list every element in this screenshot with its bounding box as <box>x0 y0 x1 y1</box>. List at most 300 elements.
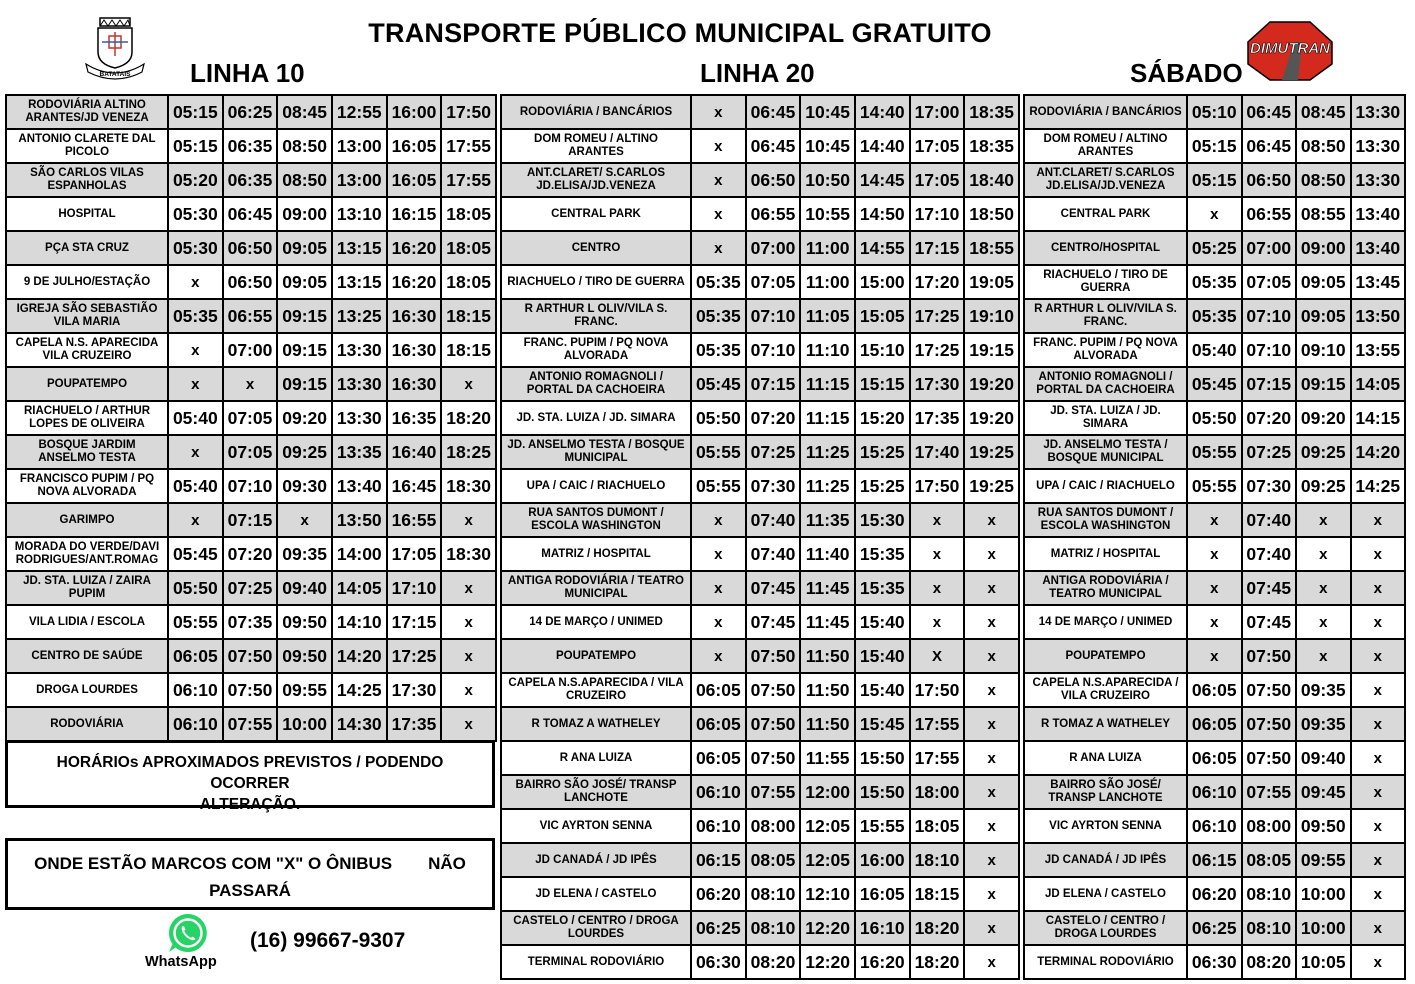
departure-time: 17:10 <box>910 197 965 231</box>
linha-20-row <box>501 571 1019 605</box>
departure-time: 09:50 <box>1296 809 1351 843</box>
departure-time: 16:35 <box>387 401 442 435</box>
stop-name: UPA / CAIC / RIACHUELO <box>501 469 691 503</box>
x-notice-text-1: ONDE ESTÃO MARCOS COM "X" O ÔNIBUS <box>34 854 393 873</box>
no-service-mark: x <box>441 639 496 673</box>
dimutran-logo-text: DIMUTRAN <box>1250 40 1330 57</box>
departure-time: 05:45 <box>691 367 746 401</box>
departure-time: 06:30 <box>1187 945 1242 979</box>
departure-time: 05:35 <box>168 299 223 333</box>
departure-time: 05:30 <box>168 197 223 231</box>
departure-time: 06:25 <box>1187 911 1242 945</box>
departure-time: 14:40 <box>855 95 910 129</box>
stop-name: JD. STA. LUIZA / ZAIRA PUPIM <box>6 571 168 605</box>
sabado-row <box>1024 95 1405 129</box>
departure-time: 18:15 <box>441 333 496 367</box>
stop-name: IGREJA SÃO SEBASTIÃO VILA MARIA <box>6 299 168 333</box>
departure-time: 18:35 <box>964 129 1019 163</box>
departure-time: 13:25 <box>332 299 387 333</box>
departure-time: 07:50 <box>746 639 801 673</box>
departure-time: 17:15 <box>910 231 965 265</box>
departure-time: 11:25 <box>800 435 855 469</box>
departure-time: 15:30 <box>855 503 910 537</box>
departure-time: 08:50 <box>277 129 332 163</box>
departure-time: 15:40 <box>855 605 910 639</box>
departure-time: 09:00 <box>1296 231 1351 265</box>
departure-time: 17:50 <box>910 673 965 707</box>
no-service-mark: x <box>1351 809 1406 843</box>
stop-name: UPA / CAIC / RIACHUELO <box>1024 469 1187 503</box>
departure-time: 07:55 <box>746 775 801 809</box>
departure-time: 16:30 <box>387 367 442 401</box>
departure-time: 17:50 <box>441 95 496 129</box>
no-service-mark: x <box>964 911 1019 945</box>
stop-name: ANT.CLARET/ S.CARLOS JD.ELISA/JD.VENEZA <box>501 163 691 197</box>
phone-number: (16) 99667-9307 <box>250 929 406 952</box>
no-service-mark: x <box>964 843 1019 877</box>
departure-time: 13:30 <box>1351 129 1406 163</box>
departure-time: 17:25 <box>910 333 965 367</box>
departure-time: 15:25 <box>855 435 910 469</box>
departure-time: 16:15 <box>387 197 442 231</box>
stop-name: PÇA STA CRUZ <box>6 231 168 265</box>
departure-time: 06:10 <box>168 707 223 741</box>
dimutran-logo-icon <box>1244 20 1336 82</box>
sabado-table <box>1023 94 1406 980</box>
departure-time: 11:15 <box>800 367 855 401</box>
section-title-sabado: SÁBADO <box>1130 58 1243 88</box>
no-service-mark: x <box>964 537 1019 571</box>
stop-name: JD ELENA / CASTELO <box>501 877 691 911</box>
linha-20-rows <box>501 95 1019 979</box>
sabado-row <box>1024 605 1405 639</box>
departure-time: 17:05 <box>387 537 442 571</box>
stop-name: VILA LIDIA / ESCOLA <box>6 605 168 639</box>
departure-time: 06:30 <box>691 945 746 979</box>
sabado-row <box>1024 877 1405 911</box>
departure-time: 17:00 <box>910 95 965 129</box>
linha-10-row <box>6 639 496 673</box>
departure-time: 15:15 <box>855 367 910 401</box>
departure-time: 16:05 <box>855 877 910 911</box>
stop-name: RIACHUELO / TIRO DE GUERRA <box>1024 265 1187 299</box>
departure-time: 06:20 <box>1187 877 1242 911</box>
departure-time: 09:25 <box>1296 435 1351 469</box>
departure-time: 14:25 <box>332 673 387 707</box>
departure-time: 06:10 <box>1187 809 1242 843</box>
sabado-row <box>1024 537 1405 571</box>
departure-time: 07:50 <box>1242 707 1297 741</box>
departure-time: 14:05 <box>332 571 387 605</box>
departure-time: 07:50 <box>223 639 278 673</box>
no-service-mark: x <box>691 571 746 605</box>
stop-name: POUPATEMPO <box>1024 639 1187 673</box>
departure-time: 05:15 <box>168 95 223 129</box>
departure-time: 18:35 <box>964 95 1019 129</box>
departure-time: 12:55 <box>332 95 387 129</box>
departure-time: 13:30 <box>332 401 387 435</box>
departure-time: 11:40 <box>800 537 855 571</box>
departure-time: 18:00 <box>910 775 965 809</box>
stop-name: MATRIZ / HOSPITAL <box>1024 537 1187 571</box>
departure-time: 11:15 <box>800 401 855 435</box>
departure-time: 09:30 <box>277 469 332 503</box>
departure-time: 05:55 <box>1187 469 1242 503</box>
sabado-row <box>1024 503 1405 537</box>
departure-time: 06:55 <box>223 299 278 333</box>
departure-time: 06:45 <box>746 95 801 129</box>
stop-name: VIC AYRTON SENNA <box>501 809 691 843</box>
departure-time: 14:45 <box>855 163 910 197</box>
departure-time: 17:10 <box>387 571 442 605</box>
departure-time: 15:05 <box>855 299 910 333</box>
no-service-mark: x <box>168 367 223 401</box>
stop-name: RODOVIÁRIA <box>6 707 168 741</box>
departure-time: 07:25 <box>746 435 801 469</box>
departure-time: 13:50 <box>1351 299 1406 333</box>
departure-time: 06:05 <box>1187 673 1242 707</box>
departure-time: 07:15 <box>1242 367 1297 401</box>
no-service-mark: x <box>964 877 1019 911</box>
departure-time: 10:45 <box>800 95 855 129</box>
departure-time: 15:20 <box>855 401 910 435</box>
departure-time: 06:25 <box>691 911 746 945</box>
departure-time: 06:25 <box>223 95 278 129</box>
departure-time: 17:30 <box>387 673 442 707</box>
departure-time: 07:45 <box>746 605 801 639</box>
departure-time: 07:45 <box>746 571 801 605</box>
departure-time: 05:55 <box>1187 435 1242 469</box>
linha-20-row <box>501 401 1019 435</box>
departure-time: 14:25 <box>1351 469 1406 503</box>
stop-name: RODOVIÁRIA / BANCÁRIOS <box>501 95 691 129</box>
departure-time: 14:40 <box>855 129 910 163</box>
departure-time: 06:45 <box>746 129 801 163</box>
departure-time: 06:05 <box>168 639 223 673</box>
departure-time: 10:55 <box>800 197 855 231</box>
linha-20-row <box>501 741 1019 775</box>
departure-time: 07:50 <box>746 707 801 741</box>
linha-20-row <box>501 707 1019 741</box>
stop-name: JD. ANSELMO TESTA / BOSQUE MUNICIPAL <box>501 435 691 469</box>
stop-name: RUA SANTOS DUMONT / ESCOLA WASHINGTON <box>1024 503 1187 537</box>
departure-time: 06:05 <box>691 707 746 741</box>
departure-time: 06:50 <box>746 163 801 197</box>
departure-time: 10:05 <box>1296 945 1351 979</box>
departure-time: 07:00 <box>1242 231 1297 265</box>
departure-time: 09:55 <box>1296 843 1351 877</box>
linha-20-row <box>501 265 1019 299</box>
no-service-mark: x <box>1351 877 1406 911</box>
departure-time: 11:25 <box>800 469 855 503</box>
departure-time: 14:05 <box>1351 367 1406 401</box>
departure-time: 09:35 <box>1296 673 1351 707</box>
approx-notice-line-1: HORÁRIOs APROXIMADOS PREVISTOS / PODENDO OCORRER <box>56 754 444 792</box>
stop-name: JD CANADÁ / JD IPÊS <box>1024 843 1187 877</box>
no-service-mark: x <box>1187 197 1242 231</box>
departure-time: 05:30 <box>168 231 223 265</box>
linha-10-row <box>6 707 496 741</box>
departure-time: 09:10 <box>1296 333 1351 367</box>
departure-time: 10:50 <box>800 163 855 197</box>
departure-time: 16:55 <box>387 503 442 537</box>
departure-time: 13:30 <box>332 333 387 367</box>
departure-time: 07:15 <box>746 367 801 401</box>
departure-time: 14:30 <box>332 707 387 741</box>
departure-time: 09:25 <box>1296 469 1351 503</box>
departure-time: 07:05 <box>223 435 278 469</box>
no-service-mark: x <box>441 571 496 605</box>
no-service-mark: X <box>910 639 965 673</box>
departure-time: 13:30 <box>332 367 387 401</box>
departure-time: 19:20 <box>964 367 1019 401</box>
stop-name: R TOMAZ A WATHELEY <box>501 707 691 741</box>
sabado-row <box>1024 469 1405 503</box>
stop-name: FRANC. PUPIM / PQ NOVA ALVORADA <box>1024 333 1187 367</box>
departure-time: 16:30 <box>387 299 442 333</box>
departure-time: 09:35 <box>1296 707 1351 741</box>
stop-name: JD. ANSELMO TESTA / BOSQUE MUNICIPAL <box>1024 435 1187 469</box>
linha-10-row <box>6 537 496 571</box>
departure-time: 14:10 <box>332 605 387 639</box>
stop-name: CENTRO <box>501 231 691 265</box>
departure-time: 16:20 <box>387 231 442 265</box>
no-service-mark: x <box>1187 537 1242 571</box>
linha-10-row <box>6 401 496 435</box>
departure-time: 10:00 <box>1296 877 1351 911</box>
linha-20-row <box>501 843 1019 877</box>
departure-time: 07:45 <box>1242 605 1297 639</box>
no-service-mark: x <box>964 605 1019 639</box>
stop-name: VIC AYRTON SENNA <box>1024 809 1187 843</box>
linha-10-row <box>6 469 496 503</box>
departure-time: 06:20 <box>691 877 746 911</box>
departure-time: 06:15 <box>691 843 746 877</box>
stop-name: POUPATEMPO <box>501 639 691 673</box>
no-service-mark: x <box>1351 911 1406 945</box>
departure-time: 06:05 <box>1187 741 1242 775</box>
departure-time: 07:30 <box>1242 469 1297 503</box>
stop-name: 14 DE MARÇO / UNIMED <box>501 605 691 639</box>
departure-time: 13:40 <box>332 469 387 503</box>
departure-time: 11:50 <box>800 639 855 673</box>
linha-20-row <box>501 163 1019 197</box>
departure-time: 17:15 <box>387 605 442 639</box>
departure-time: 07:00 <box>746 231 801 265</box>
departure-time: 05:40 <box>1187 333 1242 367</box>
departure-time: 05:55 <box>691 469 746 503</box>
departure-time: 07:10 <box>746 333 801 367</box>
departure-time: 07:20 <box>746 401 801 435</box>
departure-time: 06:50 <box>223 231 278 265</box>
departure-time: 12:00 <box>800 775 855 809</box>
departure-time: 07:55 <box>223 707 278 741</box>
departure-time: 08:10 <box>1242 877 1297 911</box>
no-service-mark: x <box>441 503 496 537</box>
departure-time: 07:40 <box>1242 503 1297 537</box>
stop-name: GARIMPO <box>6 503 168 537</box>
no-service-mark: x <box>1351 571 1406 605</box>
departure-time: 13:30 <box>1351 163 1406 197</box>
stop-name: R ARTHUR L OLIV/VILA S. FRANC. <box>501 299 691 333</box>
departure-time: 09:20 <box>1296 401 1351 435</box>
departure-time: 11:50 <box>800 673 855 707</box>
no-service-mark: x <box>964 775 1019 809</box>
departure-time: 09:50 <box>277 639 332 673</box>
departure-time: 15:40 <box>855 639 910 673</box>
departure-time: 09:45 <box>1296 775 1351 809</box>
x-notice-line-1 <box>18 850 482 877</box>
x-notice-line-2: PASSARÁ <box>209 881 291 900</box>
departure-time: 06:35 <box>223 163 278 197</box>
departure-time: 14:20 <box>332 639 387 673</box>
linha-20-row <box>501 129 1019 163</box>
no-service-mark: x <box>168 333 223 367</box>
departure-time: 17:50 <box>910 469 965 503</box>
linha-10-rows <box>6 95 496 741</box>
no-service-mark: x <box>1187 571 1242 605</box>
departure-time: 19:05 <box>964 265 1019 299</box>
departure-time: 13:40 <box>1351 197 1406 231</box>
linha-20-row <box>501 639 1019 673</box>
stop-name: R ANA LUIZA <box>1024 741 1187 775</box>
departure-time: 11:45 <box>800 571 855 605</box>
stop-name: SÃO CARLOS VILAS ESPANHOLAS <box>6 163 168 197</box>
departure-time: 06:50 <box>223 265 278 299</box>
departure-time: 16:30 <box>387 333 442 367</box>
departure-time: 08:20 <box>1242 945 1297 979</box>
departure-time: 06:50 <box>1242 163 1297 197</box>
departure-time: 07:45 <box>1242 571 1297 605</box>
departure-time: 12:10 <box>800 877 855 911</box>
no-service-mark: x <box>1351 945 1406 979</box>
departure-time: 16:10 <box>855 911 910 945</box>
departure-time: 12:05 <box>800 843 855 877</box>
departure-time: 11:05 <box>800 299 855 333</box>
departure-time: 10:00 <box>1296 911 1351 945</box>
no-service-mark: x <box>1351 605 1406 639</box>
no-service-mark: x <box>1187 503 1242 537</box>
departure-time: 07:55 <box>1242 775 1297 809</box>
linha-20-row <box>501 95 1019 129</box>
departure-time: 07:20 <box>223 537 278 571</box>
departure-time: 12:20 <box>800 911 855 945</box>
no-service-mark: x <box>1296 503 1351 537</box>
no-service-mark: x <box>168 265 223 299</box>
sabado-row <box>1024 741 1405 775</box>
departure-time: 18:30 <box>441 537 496 571</box>
no-service-mark: x <box>691 163 746 197</box>
departure-time: 06:45 <box>1242 95 1297 129</box>
departure-time: 19:10 <box>964 299 1019 333</box>
departure-time: 07:50 <box>746 673 801 707</box>
stop-name: DOM ROMEU / ALTINO ARANTES <box>1024 129 1187 163</box>
stop-name: MORADA DO VERDE/DAVI RODRIGUES/ANT.ROMAG <box>6 537 168 571</box>
linha-10-row <box>6 197 496 231</box>
stop-name: FRANCISCO PUPIM / PQ NOVA ALVORADA <box>6 469 168 503</box>
departure-time: 15:00 <box>855 265 910 299</box>
crest-label: BATATAIS <box>99 71 131 78</box>
no-service-mark: x <box>1351 741 1406 775</box>
departure-time: 13:15 <box>332 231 387 265</box>
departure-time: 17:05 <box>910 163 965 197</box>
stop-name: HOSPITAL <box>6 197 168 231</box>
no-service-mark: x <box>691 129 746 163</box>
departure-time: 15:55 <box>855 809 910 843</box>
departure-time: 18:25 <box>441 435 496 469</box>
no-service-mark: x <box>1296 605 1351 639</box>
departure-time: 09:15 <box>277 367 332 401</box>
departure-time: 09:15 <box>277 299 332 333</box>
departure-time: 15:50 <box>855 741 910 775</box>
sabado-row <box>1024 299 1405 333</box>
departure-time: 07:10 <box>746 299 801 333</box>
sabado-row <box>1024 945 1405 979</box>
departure-time: 13:30 <box>1351 95 1406 129</box>
sabado-row <box>1024 401 1405 435</box>
departure-time: 15:25 <box>855 469 910 503</box>
departure-time: 06:45 <box>1242 129 1297 163</box>
departure-time: 08:10 <box>746 877 801 911</box>
departure-time: 17:25 <box>387 639 442 673</box>
departure-time: 06:05 <box>691 673 746 707</box>
departure-time: 17:55 <box>441 129 496 163</box>
x-marks-notice <box>5 838 495 910</box>
departure-time: 06:10 <box>168 673 223 707</box>
departure-time: 18:05 <box>441 265 496 299</box>
departure-time: 10:45 <box>800 129 855 163</box>
no-service-mark: x <box>1187 639 1242 673</box>
departure-time: 10:00 <box>277 707 332 741</box>
departure-time: 15:45 <box>855 707 910 741</box>
departure-time: 07:50 <box>223 673 278 707</box>
no-service-mark: x <box>964 809 1019 843</box>
no-service-mark: x <box>1351 537 1406 571</box>
departure-time: 05:50 <box>691 401 746 435</box>
departure-time: 17:55 <box>910 707 965 741</box>
departure-time: 05:55 <box>691 435 746 469</box>
departure-time: 07:50 <box>746 741 801 775</box>
stop-name: 9 DE JULHO/ESTAÇÃO <box>6 265 168 299</box>
departure-time: 07:15 <box>223 503 278 537</box>
departure-time: 17:35 <box>910 401 965 435</box>
departure-time: 13:55 <box>1351 333 1406 367</box>
departure-time: 05:15 <box>1187 129 1242 163</box>
stop-name: JD CANADÁ / JD IPÊS <box>501 843 691 877</box>
stop-name: MATRIZ / HOSPITAL <box>501 537 691 571</box>
linha-10-table <box>5 94 497 742</box>
departure-time: 08:10 <box>1242 911 1297 945</box>
no-service-mark: x <box>964 741 1019 775</box>
departure-time: 15:35 <box>855 571 910 605</box>
stop-name: ANT.CLARET/ S.CARLOS JD.ELISA/JD.VENEZA <box>1024 163 1187 197</box>
no-service-mark: x <box>1351 639 1406 673</box>
departure-time: 17:05 <box>910 129 965 163</box>
no-service-mark: x <box>691 639 746 673</box>
linha-20-row <box>501 469 1019 503</box>
stop-name: CENTRAL PARK <box>501 197 691 231</box>
departure-time: 16:20 <box>855 945 910 979</box>
departure-time: 19:25 <box>964 469 1019 503</box>
departure-time: 09:05 <box>1296 299 1351 333</box>
stop-name: CASTELO / CENTRO / DROGA LOURDES <box>1024 911 1187 945</box>
sabado-row <box>1024 129 1405 163</box>
sabado-row <box>1024 231 1405 265</box>
departure-time: 08:00 <box>1242 809 1297 843</box>
departure-time: 05:10 <box>1187 95 1242 129</box>
departure-time: 15:50 <box>855 775 910 809</box>
no-service-mark: x <box>223 367 278 401</box>
